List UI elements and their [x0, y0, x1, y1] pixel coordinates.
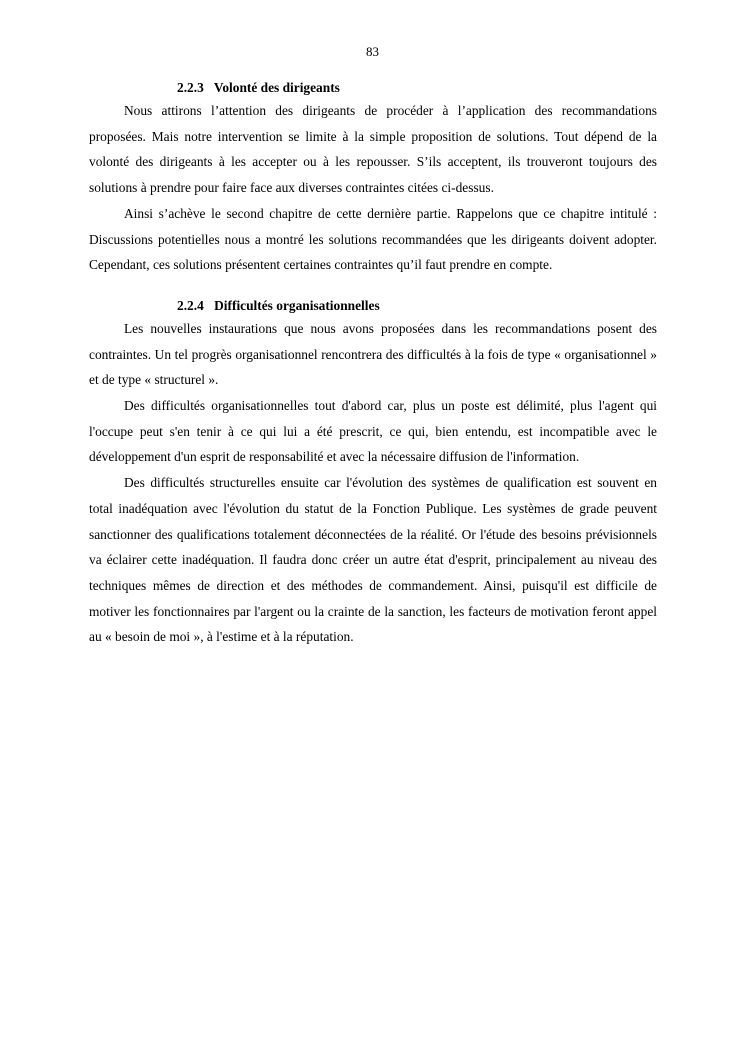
paragraph: Les nouvelles instaurations que nous avons proposées dans les recommandations posent des contraintes. Un tel progrès organisationnel rencontrera des difficultés à la fois de type « organisationnel » et de type « structurel ».: [89, 320, 657, 388]
section-title: Volonté des dirigeants: [213, 80, 340, 95]
paragraph: Nous attirons l’attention des dirigeants de procéder à l’application des recommandations proposées. Mais notre intervention se limite à la simple proposition de solutions. Tout dépend de la volonté des dirigeants à les accepter ou à les repousser. S’ils acceptent, ils trouveront toujours des solutions à prendre pour faire face aux diverses contraintes citées ci-dessus.: [89, 103, 657, 196]
section-title: Difficultés organisationnelles: [214, 297, 380, 313]
section-difficultes-organisationnelles: [89, 296, 657, 650]
section-number: 2.2.4: [177, 297, 204, 313]
section-heading: [89, 296, 657, 316]
paragraph: Des difficultés organisationnelles tout d'abord car, plus un poste est délimité, plus l'agent qui l'occupe peut s'en tenir à ce qui lui a été prescrit, ce qui, bien entendu, est incompatible avec le développement d'un esprit de responsabilité et avec la nécessaire diffusion de l'information.: [89, 398, 657, 465]
section-heading: [89, 78, 657, 98]
section-volonte-des-dirigeants: [89, 78, 657, 278]
section-number: 2.2.3: [177, 80, 204, 95]
paragraph: Ainsi s’achève le second chapitre de cette dernière partie. Rappelons que ce chapitre intitulé : Discussions potentielles nous a montré les solutions recommandées que les dirigeants doivent adopter. Cependant, ces solutions présentent certaines contraintes qu’il faut prendre en compte.: [89, 205, 657, 273]
paragraph: Des difficultés structurelles ensuite car l'évolution des systèmes de qualification est souvent en total inadéquation avec l'évolution du statut de la Fonction Publique. Les systèmes de grade peuvent sanctionner des qualifications totalement déconnectées de la réalité. Or l'étude des besoins prévisionnels va éclairer cette inadéquation. Il faudra donc créer un autre état d'esprit, principalement au niveau des techniques mêmes de direction et des méthodes de commandement. Ainsi, puisqu'il est difficile de motiver les fonctionnaires par l'argent ou la crainte de la sanction, les facteurs de motivation feront appel au « besoin de moi », à l'estime et à la réputation.: [89, 475, 657, 645]
page-content: [89, 78, 657, 650]
page-number: 83: [366, 44, 379, 59]
